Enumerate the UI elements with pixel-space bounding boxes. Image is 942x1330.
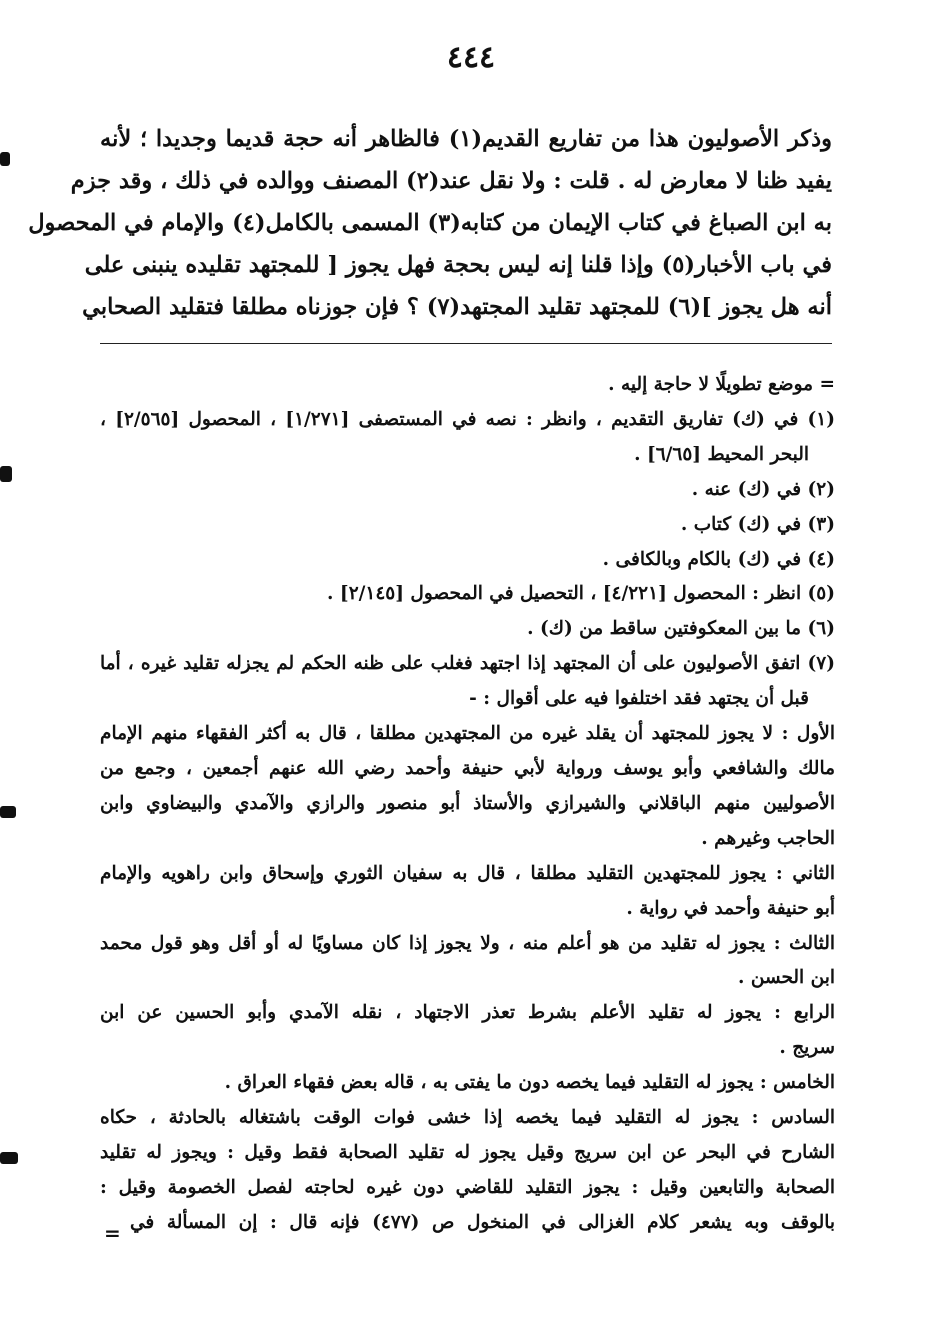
footnote-separator bbox=[100, 343, 832, 344]
main-text-line: في باب الأخبار(٥) وإذا قلنا إنه ليس بحجة فهل يجوز [ للمجتهد تقليده ينبنى على bbox=[84, 252, 832, 278]
footnote-line: (١) في (ك) تفاريق التقديم ، وانظر : نصه في المستصفى [١/٢٧١] ، المحصول [٢/٥٦٥] ، bbox=[100, 408, 835, 430]
footnote-line: قبل أن يجتهد فقد اختلفوا فيه على أقوال : - bbox=[469, 688, 809, 710]
footnote-line: (٥) انظر : المحصول [٤/٢٢١] ، التحصيل في المحصول [٢/١٤٥] . bbox=[327, 583, 835, 605]
scan-edge-mark bbox=[0, 806, 16, 818]
footnote-line: الأول : لا يجوز للمجتهد أن يقلد غيره من المجتهدين مطلقا ، قال به أكثر الفقهاء منهم الإمام bbox=[100, 723, 835, 745]
footnote-line: الثاني : يجوز للمجتهدين التقليد مطلقا ، قال به سفيان الثوري وإسحاق وابن راهويه والإمام bbox=[100, 862, 835, 884]
footnote-line: السادس : يجوز له التقليد فيما يخصه إذا خشى فوات الوقت باشتغاله بالحادثة ، حكاه bbox=[100, 1107, 835, 1129]
scan-edge-mark bbox=[0, 466, 12, 482]
footnote-line: الثالث : يجوز له تقليد من هو أعلم منه ، ولا يجوز إذا كان مساويًا له أو أقل وهو قول محمد bbox=[100, 932, 835, 954]
footnote-line: الأصوليين منهم الباقلاني والشيرازي والأستاذ أبو منصور والرازي والآمدي والبيضاوي وابن bbox=[100, 792, 835, 814]
main-text-line: أنه هل يجوز ](٦) للمجتهد تقليد المجتهد(٧) ؟ فإن جوزناه مطلقا فتقليد الصحابي bbox=[82, 294, 832, 320]
page-number: ٤٤٤ bbox=[446, 40, 496, 75]
continuation-mark: = bbox=[104, 1221, 121, 1245]
footnote-line: (٦) ما بين المعكوفتين ساقط من (ك) . bbox=[527, 618, 835, 640]
main-text-line: به ابن الصباغ في كتاب الإيمان من كتابه(٣) المسمى بالكامل(٤) والإمام في المحصول bbox=[28, 210, 832, 236]
main-text-line: يفيد ظنا لا معارض له . قلت : ولا نقل عند(٢) المصنف ووالده في ذلك ، وقد جزم bbox=[70, 168, 832, 194]
main-text bbox=[28, 118, 833, 328]
footnote-line: (٤) في (ك) بالكام وبالكافى . bbox=[602, 548, 835, 570]
footnote-line: = موضع تطويلًا لا حاجة إليه . bbox=[608, 374, 835, 395]
scan-edge-mark bbox=[0, 1152, 18, 1164]
footnote-line: الصحابة والتابعين وقيل : يجوز التقليد للقاضي دون غيره لحاجته لفصل الخصومة وقيل : bbox=[100, 1176, 835, 1198]
footnote-line: مالك والشافعي وأبو يوسف ورواية لأبي حنيفة وأحمد رضي الله عنهم أجمعين ، وجمع من bbox=[100, 757, 835, 779]
footnote-line: ابن الحسن . bbox=[738, 967, 835, 989]
footnote-line: الخامس : يجوز له التقليد فيما يخصه دون ما يفتى به ، قاله بعض فقهاء العراق . bbox=[224, 1072, 835, 1094]
footnote-line: أبو حنيفة وأحمد في رواية . bbox=[626, 897, 835, 919]
footnotes bbox=[100, 368, 835, 1241]
footnote-line: (٧) اتفق الأصوليون على أن المجتهد إذا اجتهد فغلب على ظنه الحكم لم يجزله تقليد غيره ، أما bbox=[100, 653, 835, 675]
footnote-line: الشارح في البحر عن ابن سريج وقيل يجوز له تقليد الصحابة فقط وقيل : ويجوز له تقليد bbox=[100, 1141, 835, 1163]
main-text-line: وذكر الأصوليون هذا من تفاريع القديم(١) فالظاهر أنه حجة قديما وجديدا ؛ لأنه bbox=[100, 126, 833, 152]
scan-edge-mark bbox=[0, 152, 10, 166]
footnote-line: الحاجب وغيرهم . bbox=[701, 827, 835, 849]
footnote-line: بالوقف وبه يشعر كلام الغزالى في المنخول ص (٤٧٧) فإنه قال : إن المسألة في bbox=[130, 1211, 835, 1233]
footnote-line: (٣) في (ك) كتاب . bbox=[680, 513, 835, 535]
footnote-line: (٢) في (ك) عنه . bbox=[691, 478, 835, 500]
footnote-line: البحر المحيط [٦/٦٥] . bbox=[634, 443, 809, 465]
footnote-line: الرابع : يجوز له تقليد الأعلم بشرط تعذر الاجتهاد ، نقله الآمدي وأبو الحسين عن ابن bbox=[100, 1002, 835, 1024]
footnote-line: سريج . bbox=[779, 1037, 835, 1059]
